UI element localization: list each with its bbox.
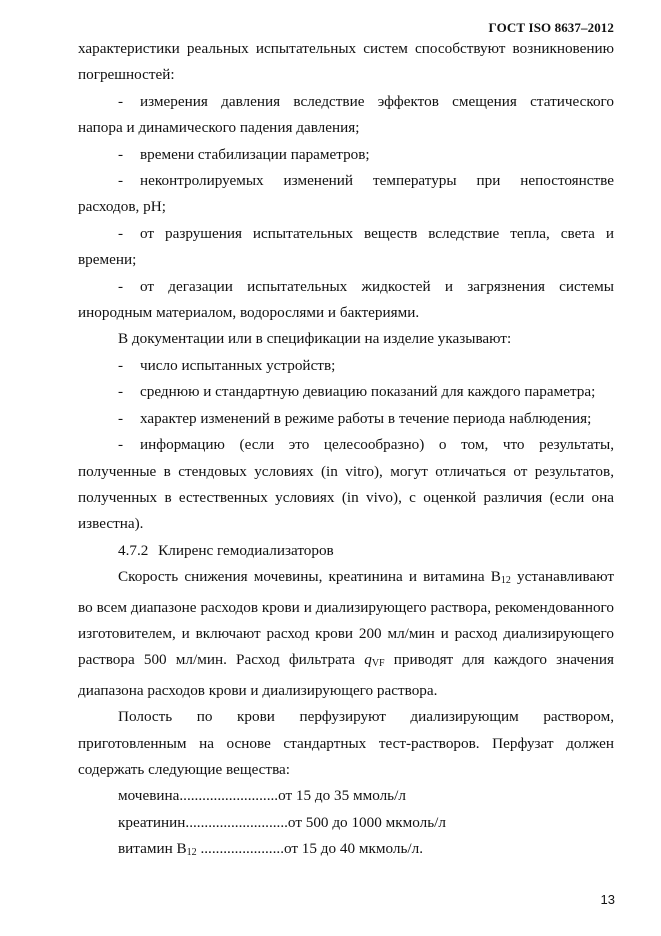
- substance-row: витамин $B_{12}$ ......................от 15 до 40 мкмоль/л.: [118, 840, 423, 859]
- paragraph-continuation: характеристики реальных испытательных систем способствуют возникновению погрешностей:: [78, 40, 614, 84]
- paragraph-documentation: В документации или в спецификации на изделие указывают:: [118, 330, 512, 348]
- page-number: 13: [600, 892, 615, 907]
- list-item: - от дегазации испытательных жидкостей и загрязнения системы инородным материалом, водорослями и бактериями.: [78, 277, 614, 322]
- list-item: - среднюю и стандартную девиацию показаний для каждого параметра;: [118, 383, 596, 401]
- section-number: 4.7.2: [118, 541, 149, 559]
- list-item: - от разрушения испытательных веществ вследствие тепла, света и времени;: [78, 224, 614, 269]
- list-item: - число испытанных устройств;: [118, 356, 336, 374]
- list-item: - измерения давления вследствие эффектов смещения статического напора и динамического падения давления;: [78, 92, 614, 137]
- list-item: - информацию (если это целесообразно) о том, что результаты, полученные в стендовых условиях (in vitro), могут отличаться от результатов, полученных в естественных условиях (in vivo), с оценкой различия (если она известна).: [78, 436, 614, 533]
- paragraph-rate: Скорость снижения мочевины, креатинина и витамина $B_{12}$ устанавливают во всем диапазоне расходов крови и диализирующего раствора, рекомендованного изготовителем, и включают расход крови 200 мл/мин и расход диализирующего раствора 500 мл/мин. Расход фильтрата $q_{VF}$ приводят для каждого значения диапазона расходов крови и диализирующего раствора.: [78, 568, 614, 699]
- section-title: Клиренс гемодиализаторов: [158, 541, 334, 559]
- section-heading: [78, 538, 614, 564]
- substance-row: креатинин...........................от 500 до 1000 мкмоль/л: [118, 813, 446, 831]
- list-item: - времени стабилизации параметров;: [118, 145, 370, 163]
- list-item: - характер изменений в режиме работы в течение периода наблюдения;: [118, 409, 592, 427]
- list-item: - неконтролируемых изменений температуры при непостоянстве расходов, pH;: [78, 172, 614, 216]
- substance-row: мочевина..........................от 15 до 35 ммоль/л: [118, 787, 406, 805]
- document-header: ГОСТ ISO 8637–2012: [488, 20, 614, 35]
- document-body: [78, 36, 614, 867]
- paragraph-cavity: Полость по крови перфузируют диализирующим раствором, приготовленным на основе стандартных тест-растворов. Перфузат должен содержать следующие вещества:: [78, 708, 614, 778]
